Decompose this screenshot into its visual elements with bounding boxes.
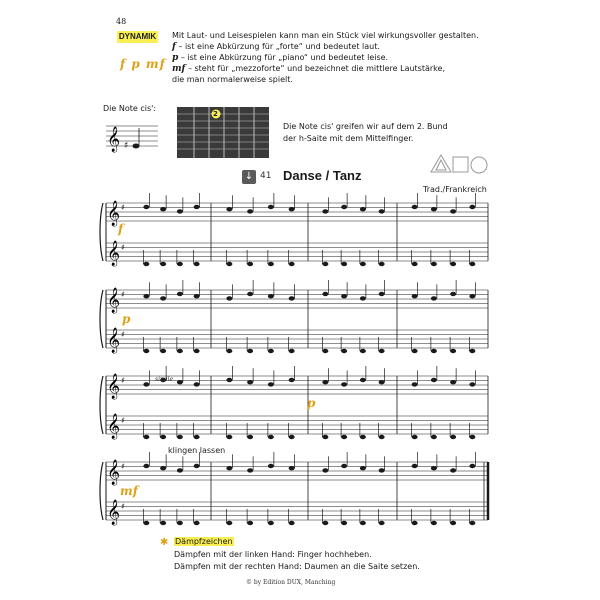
note-head: [247, 292, 253, 296]
note-head: [247, 468, 253, 472]
note-head: [247, 349, 253, 353]
note-head: [469, 205, 475, 209]
note-head: [322, 435, 328, 439]
music-system: [100, 452, 488, 525]
fretboard-diagram: [177, 107, 269, 158]
footer-title: Dämpfzeichen: [175, 537, 233, 546]
note-head: [143, 435, 149, 439]
note-head: [194, 262, 200, 266]
dynamics-line: die man normalerweise spielt.: [172, 75, 293, 84]
note-head: [177, 292, 183, 296]
note-head: [469, 294, 475, 298]
dynamics-line: Mit Laut- und Leisespielen kann man ein Stück viel wirkungsvoller gestalten.: [172, 31, 479, 40]
note-head: [341, 521, 347, 525]
note-head: [341, 382, 347, 386]
dynamik-heading: DYNAMIK: [118, 32, 157, 41]
note-head: [360, 378, 366, 382]
svg-text:𝄞: 𝄞: [107, 460, 121, 485]
note-head: [268, 294, 274, 298]
note-head: [268, 262, 274, 266]
note-head: [469, 464, 475, 468]
note-head: [143, 521, 149, 525]
dynamics-line: mf – steht für „mezzoforte“ und bezeichnet die mittlere Lautstärke,: [172, 64, 445, 74]
dynamic-piano: p: [122, 312, 131, 326]
note-head: [177, 262, 183, 266]
note-head: [450, 262, 456, 266]
note-head: [268, 382, 274, 386]
note-head: [450, 380, 456, 384]
note-head: [289, 349, 295, 353]
svg-text:♯: ♯: [121, 462, 125, 471]
note-head: [322, 209, 328, 213]
track-number: 41: [260, 171, 272, 181]
note-head: [289, 207, 295, 211]
note-head: [360, 207, 366, 211]
note-head: [469, 262, 475, 266]
note-head: [379, 292, 385, 296]
note-head: [143, 262, 149, 266]
note-head: [226, 521, 232, 525]
simile-annotation: simile: [155, 376, 174, 383]
dynamic-mezzoforte: mf: [120, 484, 138, 498]
note-head: [341, 294, 347, 298]
note-head: [431, 349, 437, 353]
dynamic-marks: f p mf: [120, 57, 166, 71]
note-head: [177, 521, 183, 525]
dynamics-line: p – ist eine Abkürzung für „piano“ und bedeutet leise.: [172, 53, 389, 63]
treble-clef-icon: 𝄞: [107, 127, 121, 152]
note-head: [177, 209, 183, 213]
music-system: [100, 193, 488, 266]
note-head: [360, 466, 366, 470]
music-system: [100, 280, 488, 353]
note-head: [379, 380, 385, 384]
note-head: [289, 521, 295, 525]
note-head: [431, 466, 437, 470]
note-head: [226, 349, 232, 353]
audio-track-icon[interactable]: ↓: [242, 170, 256, 184]
note-head: [177, 468, 183, 472]
note-head: [360, 262, 366, 266]
note-head: [450, 209, 456, 213]
note-head: [160, 435, 166, 439]
note-head: [412, 205, 418, 209]
svg-text:♯: ♯: [121, 290, 125, 299]
note-head: [268, 435, 274, 439]
dynamic-piano-2: p: [307, 396, 316, 410]
note-head: [247, 262, 253, 266]
note-head: [143, 205, 149, 209]
note-head: [268, 521, 274, 525]
note-head: [194, 294, 200, 298]
note-head: [341, 205, 347, 209]
svg-text:♯: ♯: [124, 141, 129, 151]
note-head: [431, 521, 437, 525]
note-head: [379, 521, 385, 525]
note-head: [412, 294, 418, 298]
note-head: [160, 207, 166, 211]
svg-text:♯: ♯: [121, 203, 125, 212]
note-head: [412, 382, 418, 386]
note-head: [412, 349, 418, 353]
note-head: [289, 262, 295, 266]
note-head: [450, 521, 456, 525]
note-head: [379, 209, 385, 213]
note-head: [143, 349, 149, 353]
note-head: [450, 349, 456, 353]
note-head: [177, 435, 183, 439]
note-head: [177, 380, 183, 384]
note-head: [431, 296, 437, 300]
note-head: [341, 435, 347, 439]
note-head: [143, 382, 149, 386]
note-head: [322, 521, 328, 525]
svg-text:𝄞: 𝄞: [107, 500, 121, 525]
svg-text:𝄞: 𝄞: [107, 414, 121, 439]
copyright: © by Edition DUX, Manching: [246, 579, 336, 586]
note-head: [194, 382, 200, 386]
note-head: [379, 468, 385, 472]
music-systems: [100, 193, 488, 525]
note-head: [379, 262, 385, 266]
note-head: [450, 292, 456, 296]
note-head: [289, 378, 295, 382]
note-cis-explanation: Die Note cis' greifen wir auf dem 2. Bund der h-Saite mit dem Mittelfinger.: [283, 122, 448, 143]
note-head: [431, 435, 437, 439]
note-head: [194, 205, 200, 209]
note-head: [469, 435, 475, 439]
note-head: [247, 209, 253, 213]
note-head: [469, 382, 475, 386]
note-head: [360, 435, 366, 439]
note-head: [268, 349, 274, 353]
note-head: [412, 521, 418, 525]
note-head: [322, 380, 328, 384]
note-head: [341, 464, 347, 468]
note-head: [412, 262, 418, 266]
note-head: [194, 349, 200, 353]
dynamic-forte: f: [118, 222, 124, 236]
note-head: [247, 435, 253, 439]
note-head: [133, 144, 140, 149]
svg-text:♯: ♯: [121, 243, 125, 252]
note-head: [177, 349, 183, 353]
note-head: [194, 464, 200, 468]
note-head: [360, 521, 366, 525]
note-head: [160, 466, 166, 470]
note-head: [143, 464, 149, 468]
note-head: [360, 296, 366, 300]
note-head: [226, 296, 232, 300]
note-head: [379, 349, 385, 353]
note-head: [226, 207, 232, 211]
note-head: [160, 262, 166, 266]
note-head: [412, 464, 418, 468]
svg-text:𝄞: 𝄞: [107, 288, 121, 313]
note-head: [431, 207, 437, 211]
note-head: [194, 435, 200, 439]
note-head: [450, 468, 456, 472]
note-head: [360, 349, 366, 353]
dynamics-line: f – ist eine Abkürzung für „forte“ und bedeutet laut.: [172, 42, 380, 52]
composer: Trad./Frankreich: [423, 185, 487, 194]
svg-text:♯: ♯: [121, 416, 125, 425]
note-head: [322, 349, 328, 353]
svg-text:𝄞: 𝄞: [107, 241, 121, 266]
page-number: 48: [116, 17, 127, 26]
svg-text:𝄞: 𝄞: [107, 374, 121, 399]
note-head: [160, 521, 166, 525]
note-head: [194, 521, 200, 525]
svg-text:𝄞: 𝄞: [107, 201, 121, 226]
note-head: [431, 262, 437, 266]
note-cis-label: Die Note cis':: [103, 104, 157, 113]
note-head: [469, 349, 475, 353]
svg-text:♯: ♯: [121, 376, 125, 385]
piece-title: Danse / Tanz: [283, 168, 362, 183]
note-head: [450, 435, 456, 439]
note-head: [226, 378, 232, 382]
svg-text:𝄞: 𝄞: [107, 328, 121, 353]
note-head: [412, 435, 418, 439]
note-head: [289, 296, 295, 300]
note-head: [341, 349, 347, 353]
note-head: [431, 378, 437, 382]
note-head: [268, 464, 274, 468]
note-head: [143, 294, 149, 298]
note-head: [289, 466, 295, 470]
svg-text:♯: ♯: [121, 502, 125, 511]
note-head: [379, 435, 385, 439]
fret-number: 2: [213, 110, 218, 118]
note-head: [226, 262, 232, 266]
note-head: [247, 521, 253, 525]
note-head: [341, 262, 347, 266]
note-head: [247, 380, 253, 384]
shapes-icon: [431, 155, 487, 173]
note-head: [322, 468, 328, 472]
note-head: [268, 205, 274, 209]
note-head: [322, 262, 328, 266]
svg-text:♯: ♯: [121, 330, 125, 339]
damping-icon: ✱: [160, 537, 169, 548]
footer-text: Dämpfen mit der linken Hand: Finger hochheben. Dämpfen mit der rechten Hand: Daumen an die Saite setzen.: [174, 550, 420, 571]
note-head: [289, 435, 295, 439]
note-head: [160, 296, 166, 300]
note-head: [469, 521, 475, 525]
note-head: [322, 292, 328, 296]
note-head: [160, 349, 166, 353]
note-head: [226, 435, 232, 439]
klingen-lassen-annotation: klingen lassen: [168, 446, 226, 455]
note-head: [226, 466, 232, 470]
